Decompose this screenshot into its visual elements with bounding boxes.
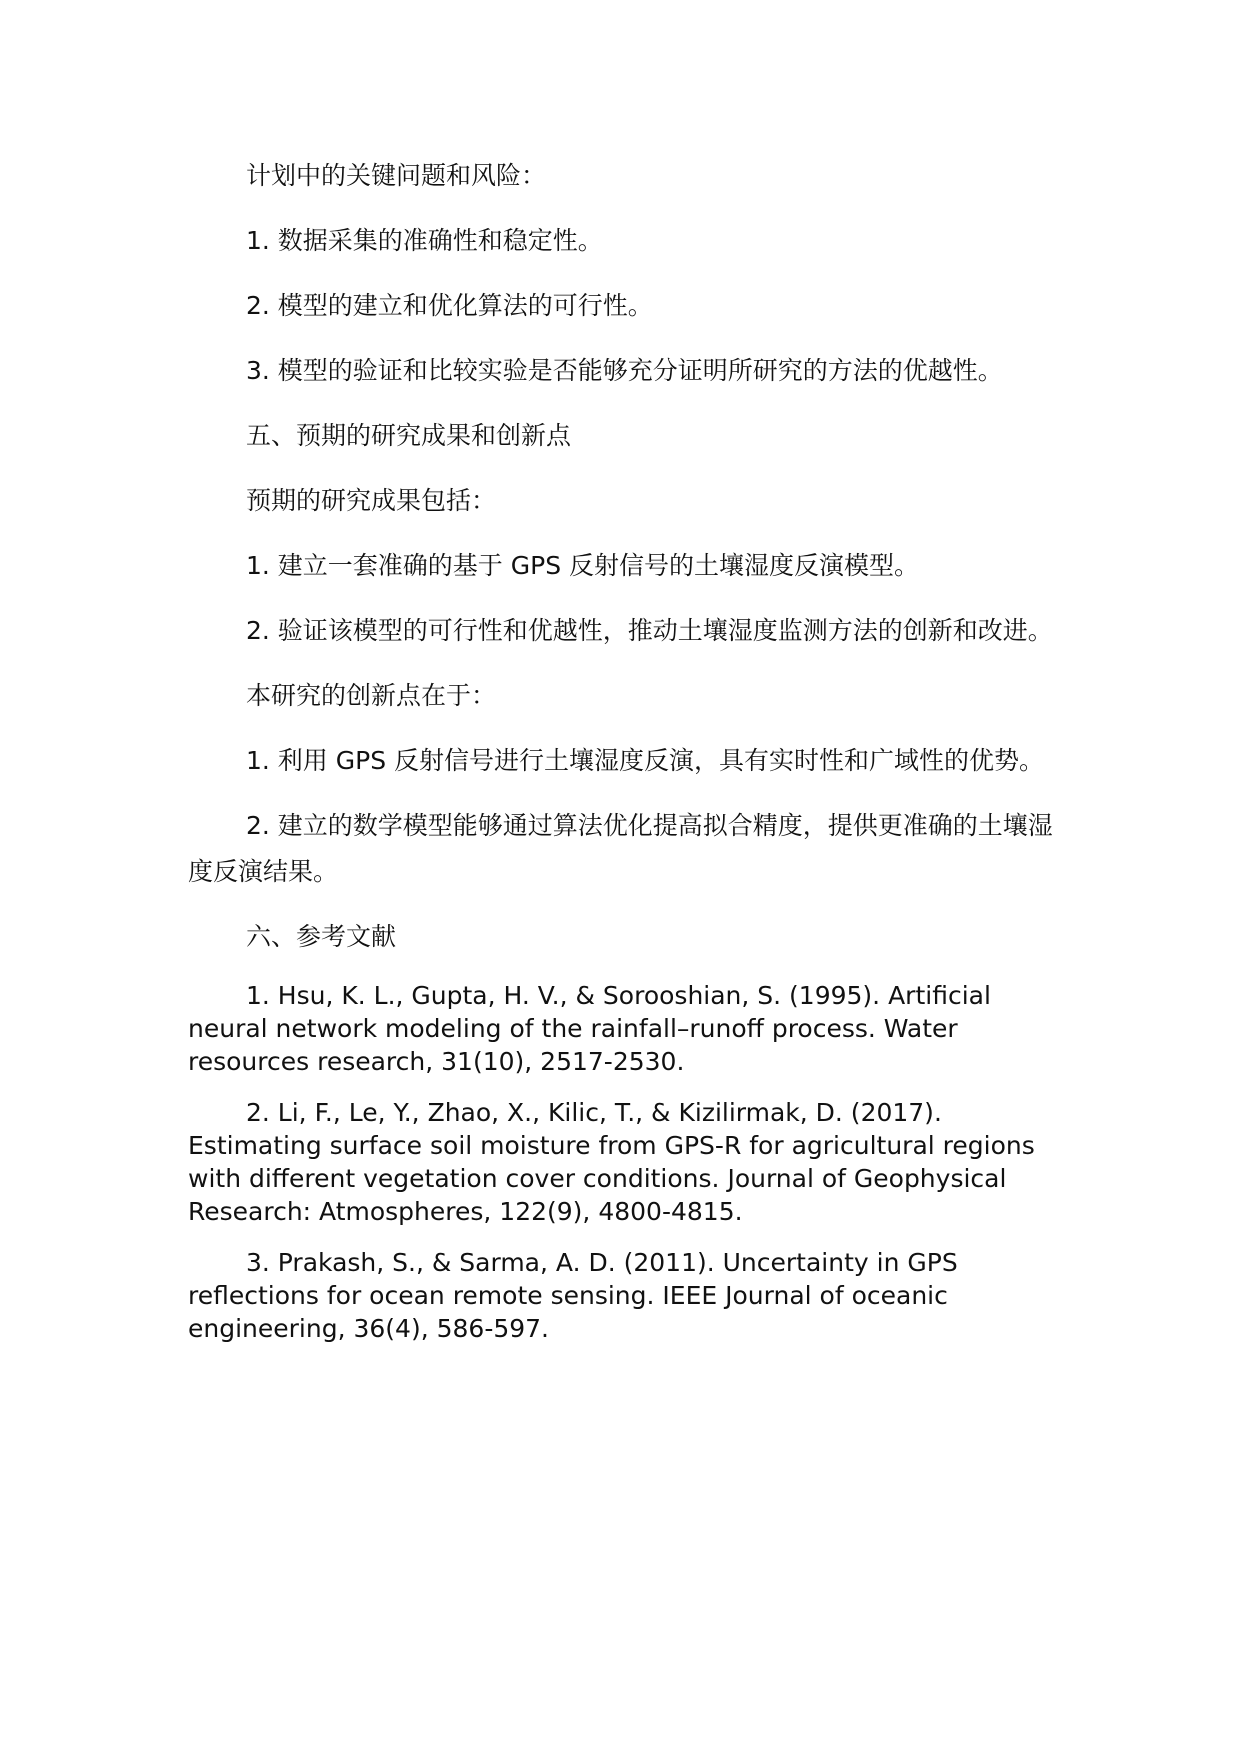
section-intro: 计划中的关键问题和风险： <box>246 161 547 190</box>
section-heading-5: 五、预期的研究成果和创新点 <box>246 421 572 450</box>
risk-item-2: 2. 模型的建立和优化算法的可行性。 <box>246 291 653 320</box>
risk-item-3: 3. 模型的验证和比较实验是否能够充分证明所研究的方法的优越性。 <box>246 356 1003 385</box>
innovation-item-1: 1. 利用 GPS 反射信号进行土壤湿度反演，具有实时性和广域性的优势。 <box>246 746 1045 775</box>
reference-item-2: 2. Li, F., Le, Y., Zhao, X., Kilic, T., & Kizilirmak, D. (2017). Estimating surface soil moisture from GPS-R for agricultural regions with different vegetation cover conditions. Journal of Geophysical Research: Atmospheres, 122(9), 4800-4815. <box>188 1098 1035 1226</box>
innovation-item-2: 2. 建立的数学模型能够通过算法优化提高拟合精度，提供更准确的土壤湿度反演结果。 <box>188 811 1053 886</box>
reference-item-1: 1. Hsu, K. L., Gupta, H. V., & Sorooshian, S. (1995). Artificial neural network modeling of the rainfall–runoff process. Water resources research, 31(10), 2517-2530. <box>188 981 991 1076</box>
outcome-item-2: 2. 验证该模型的可行性和优越性，推动土壤湿度监测方法的创新和改进。 <box>246 616 1053 645</box>
innovation-intro: 本研究的创新点在于： <box>246 681 497 710</box>
section-heading-6: 六、参考文献 <box>246 922 397 951</box>
outcome-item-1: 1. 建立一套准确的基于 GPS 反射信号的土壤湿度反演模型。 <box>246 551 920 580</box>
reference-item-3: 3. Prakash, S., & Sarma, A. D. (2011). Uncertainty in GPS reflections for ocean remote sensing. IEEE Journal of oceanic engineering, 36(4), 586-597. <box>188 1248 958 1343</box>
outcomes-intro: 预期的研究成果包括： <box>246 486 497 515</box>
risk-item-1: 1. 数据采集的准确性和稳定性。 <box>246 226 603 255</box>
page-content <box>188 153 1068 1345</box>
